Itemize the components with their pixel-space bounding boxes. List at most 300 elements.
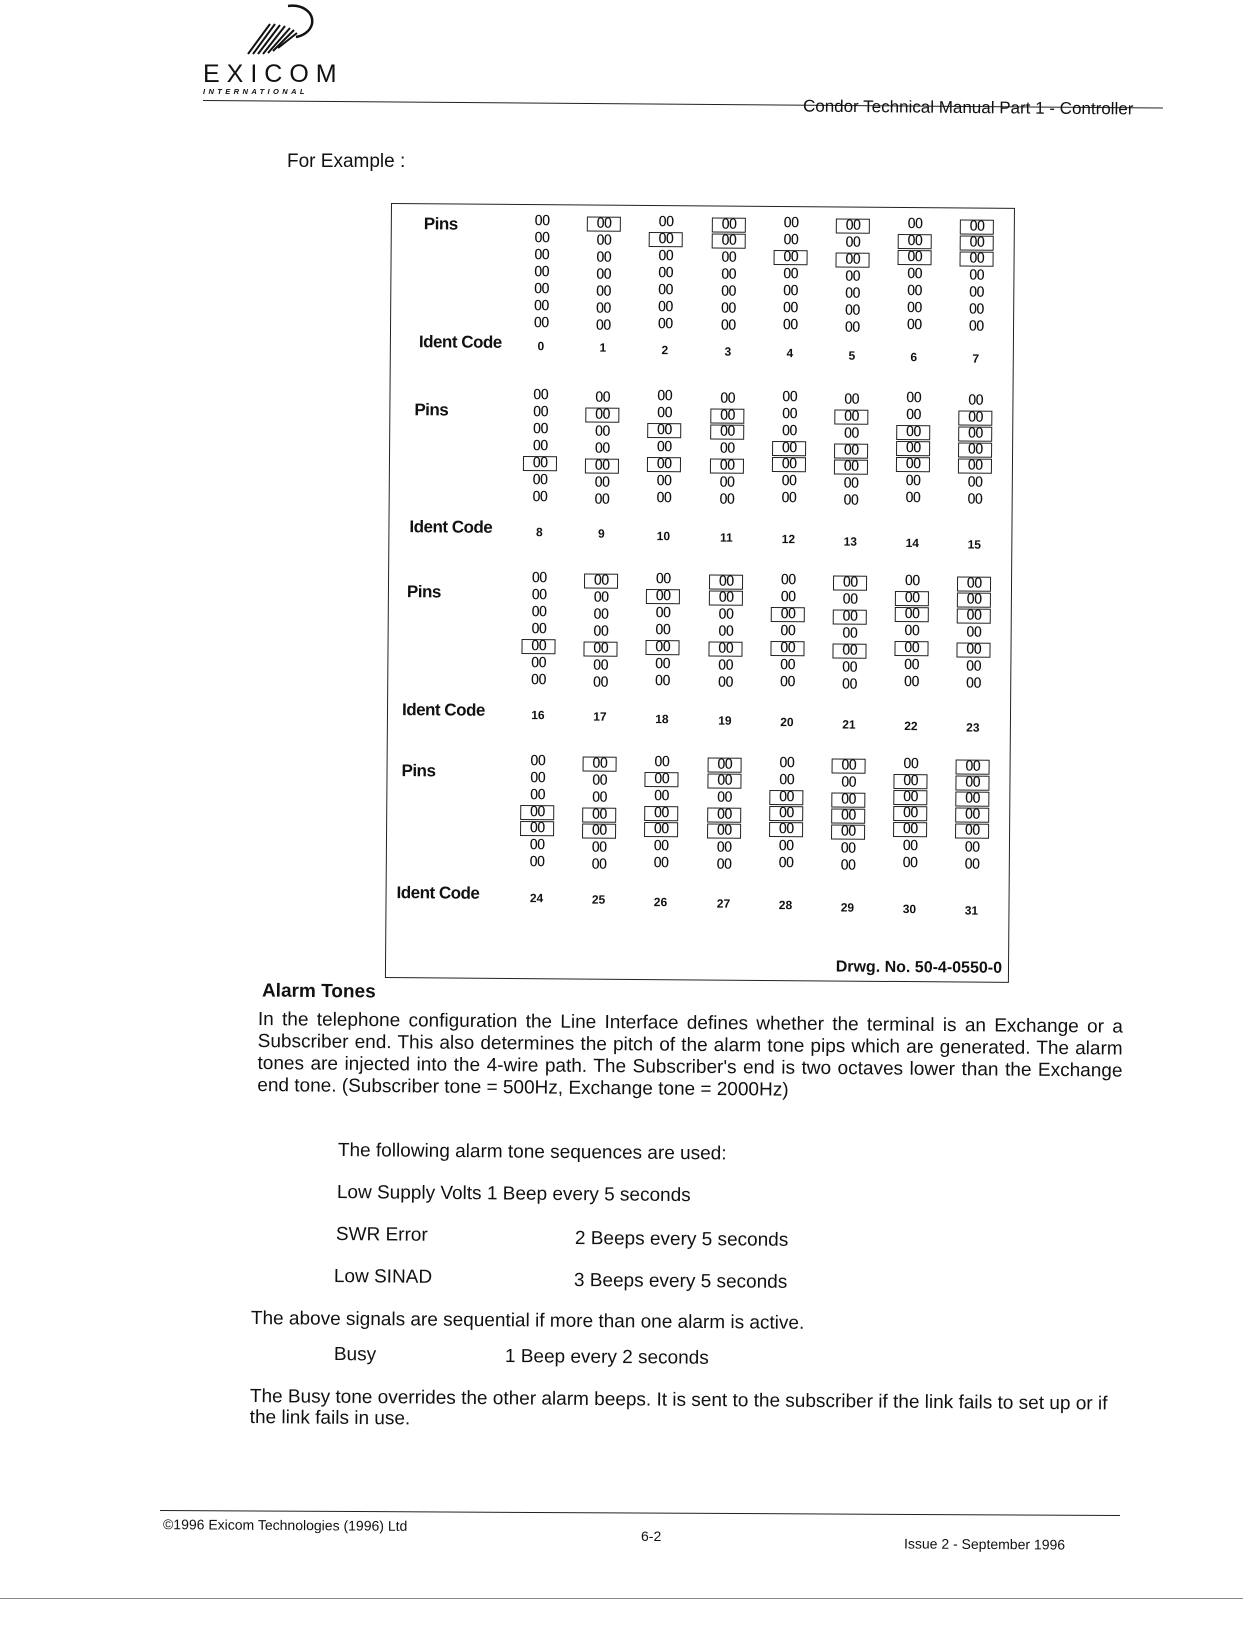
- pin-column: [896, 390, 931, 507]
- pin-open: OO: [595, 266, 611, 283]
- pin-linked: OO: [958, 442, 992, 457]
- pin-open: OO: [655, 605, 671, 622]
- ident-code-value: 9: [598, 526, 605, 541]
- ident-code-label: Ident Code: [401, 700, 485, 720]
- pin-open: OO: [532, 489, 548, 506]
- pin-linked: OO: [769, 822, 803, 837]
- pin-linked: OO: [582, 824, 616, 839]
- ident-code-value: 29: [840, 900, 855, 915]
- ident-code-value: 30: [902, 901, 917, 916]
- pin-open: OO: [530, 655, 546, 672]
- sequence-low-sinad-desc: 3 Beeps every 5 seconds: [573, 1270, 788, 1293]
- pin-open: OO: [529, 787, 545, 804]
- pin-open: OO: [596, 249, 612, 266]
- pin-open: OO: [533, 298, 549, 315]
- pin-open: OO: [595, 283, 611, 300]
- ident-code-value: 7: [972, 351, 980, 366]
- pin-open: OO: [654, 673, 670, 690]
- pin-open: OO: [595, 317, 611, 334]
- pin-linked: OO: [832, 758, 866, 773]
- pin-open: OO: [531, 587, 547, 604]
- footer-issue: Issue 2 - September 1996: [903, 1535, 1066, 1553]
- pin-open: OO: [967, 474, 983, 491]
- ident-code-drawing: [385, 203, 1015, 983]
- pin-column: [894, 573, 929, 691]
- pin-linked: OO: [712, 218, 746, 233]
- pin-linked: OO: [520, 805, 554, 820]
- pin-linked: OO: [893, 806, 927, 821]
- pin-column: [585, 390, 620, 509]
- ident-code-value: 22: [904, 718, 918, 733]
- ident-code-label: Ident Code: [396, 883, 480, 903]
- pin-open: OO: [966, 624, 982, 641]
- ident-code-value: 13: [843, 534, 858, 549]
- pin-open: OO: [904, 573, 920, 590]
- pin-linked: OO: [896, 425, 930, 440]
- pin-linked: OO: [523, 456, 557, 471]
- pin-linked: OO: [958, 458, 992, 473]
- pin-open: OO: [591, 839, 607, 856]
- pin-open: OO: [780, 589, 796, 606]
- pin-linked: OO: [710, 459, 744, 474]
- pin-linked: OO: [898, 234, 932, 249]
- example-label: For Example :: [287, 151, 406, 172]
- pin-open: OO: [529, 837, 545, 854]
- pin-linked: OO: [956, 642, 990, 657]
- pin-open: OO: [904, 623, 920, 640]
- footer-rule: [160, 1510, 1120, 1516]
- pin-open: OO: [532, 472, 548, 489]
- pin-open: OO: [532, 421, 548, 438]
- pin-open: OO: [531, 570, 547, 587]
- pin-open: OO: [840, 774, 856, 791]
- pin-open: OO: [965, 658, 981, 675]
- pin-open: OO: [533, 315, 549, 332]
- pin-open: OO: [844, 302, 860, 319]
- pins-label: Pins: [414, 400, 449, 420]
- pin-open: OO: [968, 301, 984, 318]
- pin-open: OO: [655, 622, 671, 639]
- pin-open: OO: [907, 216, 923, 233]
- pin-open: OO: [594, 474, 610, 491]
- pin-open: OO: [779, 657, 795, 674]
- ident-code-value: 23: [966, 720, 980, 735]
- pin-open: OO: [653, 838, 669, 855]
- ident-code-value: 5: [848, 348, 856, 363]
- exicom-logo-icon: [240, 2, 330, 60]
- pin-open: OO: [592, 674, 608, 691]
- pin-linked: OO: [644, 806, 678, 821]
- pin-open: OO: [905, 390, 921, 407]
- pin-open: OO: [718, 623, 734, 640]
- pin-column: [583, 573, 618, 692]
- pin-linked: OO: [957, 576, 991, 591]
- pin-open: OO: [905, 407, 921, 424]
- pin-linked: OO: [710, 425, 744, 440]
- pin-open: OO: [720, 300, 736, 317]
- pin-linked: OO: [582, 808, 616, 823]
- pin-linked: OO: [646, 589, 680, 604]
- pin-open: OO: [840, 857, 856, 874]
- pin-open: OO: [658, 248, 674, 265]
- pin-open: OO: [717, 657, 733, 674]
- pin-column: [523, 387, 558, 506]
- pin-linked: OO: [831, 792, 865, 807]
- pin-open: OO: [654, 754, 670, 771]
- pin-linked: OO: [647, 457, 681, 472]
- pin-open: OO: [719, 491, 735, 508]
- pin-linked: OO: [956, 759, 990, 774]
- sequence-low-sinad-name: Low SINAD: [333, 1266, 433, 1288]
- pin-open: OO: [529, 854, 545, 871]
- pin-column: [835, 217, 870, 336]
- pin-column: [524, 213, 559, 332]
- pin-linked: OO: [707, 808, 741, 823]
- pin-open: OO: [534, 213, 550, 230]
- pin-open: OO: [844, 268, 860, 285]
- pin-column: [834, 391, 869, 509]
- pin-open: OO: [782, 300, 798, 317]
- pin-linked: OO: [583, 642, 617, 657]
- pin-linked: OO: [645, 640, 679, 655]
- pin-open: OO: [968, 284, 984, 301]
- pin-open: OO: [780, 623, 796, 640]
- pin-open: OO: [530, 672, 546, 689]
- pin-open: OO: [531, 621, 547, 638]
- pin-open: OO: [656, 439, 672, 456]
- pin-column: [770, 572, 805, 691]
- pin-open: OO: [595, 300, 611, 317]
- pin-open: OO: [906, 317, 922, 334]
- pin-linked: OO: [584, 574, 618, 589]
- ident-code-value: 24: [529, 891, 544, 906]
- pin-linked: OO: [708, 758, 742, 773]
- pin-open: OO: [843, 475, 859, 492]
- sequence-low-supply-volts: Low Supply Volts 1 Beep every 5 seconds: [336, 1182, 691, 1207]
- busy-desc: 1 Beep every 2 seconds: [504, 1346, 709, 1369]
- pin-open: OO: [719, 390, 735, 407]
- pin-column: [521, 570, 556, 689]
- pin-open: OO: [968, 267, 984, 284]
- pin-open: OO: [658, 214, 674, 231]
- pin-open: OO: [530, 753, 546, 770]
- pin-column: [710, 391, 745, 509]
- page-title: Condor Technical Manual Part 1 - Controller: [802, 96, 1134, 119]
- pin-open: OO: [653, 855, 669, 872]
- pin-open: OO: [964, 839, 980, 856]
- pin-open: OO: [782, 283, 798, 300]
- pin-open: OO: [781, 490, 797, 507]
- pin-linked: OO: [836, 252, 870, 267]
- pin-open: OO: [532, 438, 548, 455]
- ident-code-value: 26: [653, 894, 668, 909]
- pin-linked: OO: [831, 808, 865, 823]
- pin-open: OO: [965, 675, 981, 692]
- pin-linked: OO: [772, 457, 806, 472]
- pin-linked: OO: [834, 443, 868, 458]
- ident-code-value: 1: [599, 340, 607, 355]
- pin-linked: OO: [583, 757, 617, 772]
- pin-open: OO: [532, 387, 548, 404]
- pin-open: OO: [716, 839, 732, 856]
- pin-open: OO: [657, 265, 673, 282]
- pin-open: OO: [843, 391, 859, 408]
- pin-open: OO: [594, 389, 610, 406]
- pin-column: [769, 755, 804, 872]
- pin-column: [893, 756, 928, 872]
- pin-open: OO: [596, 232, 612, 249]
- pin-open: OO: [718, 606, 734, 623]
- pin-open: OO: [906, 283, 922, 300]
- pin-column: [831, 757, 866, 874]
- pin-linked: OO: [774, 250, 808, 265]
- ident-code-value: 3: [724, 344, 732, 359]
- pin-open: OO: [903, 756, 919, 773]
- ident-code-value: 4: [786, 346, 794, 361]
- pin-column: [644, 754, 679, 872]
- footer-page-number: 6-2: [641, 1528, 662, 1544]
- pin-column: [648, 214, 683, 333]
- pin-column: [958, 392, 993, 508]
- pin-linked: OO: [769, 790, 803, 805]
- pin-linked: OO: [898, 250, 932, 265]
- ident-code-value: 0: [537, 339, 545, 354]
- pin-linked: OO: [585, 459, 619, 474]
- pin-column: [832, 574, 867, 693]
- pin-linked: OO: [893, 822, 927, 837]
- pin-linked: OO: [772, 441, 806, 456]
- pin-open: OO: [781, 473, 797, 490]
- pin-open: OO: [657, 299, 673, 316]
- pin-open: OO: [719, 440, 735, 457]
- pins-label: Pins: [423, 214, 458, 234]
- pin-column: [645, 571, 680, 690]
- sequential-note: The above signals are sequential if more than one alarm is active.: [250, 1308, 805, 1334]
- pin-open: OO: [531, 604, 547, 621]
- ident-code-value: 16: [531, 708, 545, 723]
- ident-code-value: 8: [536, 525, 543, 540]
- pin-column: [773, 215, 808, 334]
- pin-column: [647, 388, 682, 507]
- pin-open: OO: [720, 266, 736, 283]
- pin-linked: OO: [960, 235, 994, 250]
- pin-linked: OO: [896, 457, 930, 472]
- pin-linked: OO: [585, 408, 619, 423]
- pin-open: OO: [721, 249, 737, 266]
- pin-open: OO: [779, 674, 795, 691]
- busy-note: The Busy tone overrides the other alarm beeps. It is sent to the subscriber if the link fails to set up or if the link fails in use.: [249, 1386, 1108, 1430]
- pin-open: OO: [841, 659, 857, 676]
- pin-column: [582, 756, 617, 874]
- pin-open: OO: [967, 392, 983, 409]
- pin-open: OO: [845, 234, 861, 251]
- pin-open: OO: [781, 389, 797, 406]
- pin-open: OO: [967, 491, 983, 508]
- pin-linked: OO: [893, 790, 927, 805]
- pin-linked: OO: [770, 641, 804, 656]
- pin-open: OO: [780, 572, 796, 589]
- pin-open: OO: [783, 215, 799, 232]
- ident-code-value: 6: [910, 349, 918, 364]
- pin-linked: OO: [957, 608, 991, 623]
- alarm-tones-heading: Alarm Tones: [261, 980, 376, 1003]
- pin-open: OO: [843, 425, 859, 442]
- pin-linked: OO: [834, 409, 868, 424]
- pin-open: OO: [842, 591, 858, 608]
- pin-linked: OO: [960, 219, 994, 234]
- pin-linked: OO: [833, 609, 867, 624]
- pin-column: [711, 217, 746, 335]
- pin-open: OO: [593, 623, 609, 640]
- pin-column: [897, 216, 932, 334]
- brand-subtitle: INTERNATIONAL: [203, 87, 308, 96]
- pin-open: OO: [533, 281, 549, 298]
- alarm-tones-intro: In the telephone configuration the Line Interface defines whether the terminal is an Exchange or a Subscriber end. This also determines the pitch of the alarm tone pips which are generated. The alarm tones are injected into the 4-wire path. The Subscriber's end is two octaves lower than the Exchange end tone. (Subscriber tone = 500Hz, Exchange tone = 2000Hz): [257, 1009, 1123, 1101]
- ident-code-value: 27: [716, 896, 731, 911]
- pin-open: OO: [593, 589, 609, 606]
- ident-code-value: 12: [781, 532, 796, 547]
- pin-open: OO: [656, 388, 672, 405]
- scan-edge-rule: [0, 1598, 1243, 1599]
- ident-code-label: Ident Code: [418, 332, 502, 352]
- ident-code-label: Ident Code: [409, 517, 493, 537]
- pin-linked: OO: [832, 643, 866, 658]
- pin-linked: OO: [769, 806, 803, 821]
- ident-code-value: 10: [656, 528, 671, 543]
- pin-column: [955, 758, 990, 873]
- ident-code-value: 28: [778, 898, 793, 913]
- pin-open: OO: [534, 230, 550, 247]
- pin-linked: OO: [709, 575, 743, 590]
- pin-linked: OO: [894, 641, 928, 656]
- pin-open: OO: [591, 772, 607, 789]
- pin-open: OO: [529, 770, 545, 787]
- pin-open: OO: [593, 606, 609, 623]
- pin-open: OO: [844, 319, 860, 336]
- pin-open: OO: [657, 316, 673, 333]
- pin-open: OO: [842, 625, 858, 642]
- pin-column: [707, 757, 742, 874]
- pin-open: OO: [594, 423, 610, 440]
- pin-linked: OO: [895, 591, 929, 606]
- pins-label: Pins: [401, 761, 436, 781]
- pin-open: OO: [783, 232, 799, 249]
- pin-open: OO: [594, 440, 610, 457]
- pin-linked: OO: [895, 607, 929, 622]
- pin-open: OO: [968, 318, 984, 335]
- pin-linked: OO: [957, 592, 991, 607]
- pin-linked: OO: [587, 217, 621, 232]
- ident-code-value: 14: [905, 535, 920, 550]
- pin-open: OO: [656, 405, 672, 422]
- pin-linked: OO: [521, 639, 555, 654]
- pin-open: OO: [841, 676, 857, 693]
- pin-linked: OO: [834, 459, 868, 474]
- pin-linked: OO: [955, 823, 989, 838]
- pin-open: OO: [591, 789, 607, 806]
- pin-linked: OO: [647, 423, 681, 438]
- pin-open: OO: [534, 247, 550, 264]
- pin-linked: OO: [771, 607, 805, 622]
- pin-open: OO: [902, 855, 918, 872]
- pin-linked: OO: [958, 426, 992, 441]
- pin-linked: OO: [896, 441, 930, 456]
- pin-open: OO: [844, 285, 860, 302]
- pin-open: OO: [717, 674, 733, 691]
- pin-open: OO: [781, 406, 797, 423]
- pin-linked: OO: [520, 821, 554, 836]
- pin-open: OO: [594, 491, 610, 508]
- ident-code-value: 21: [842, 717, 856, 732]
- pin-open: OO: [902, 838, 918, 855]
- pin-open: OO: [903, 657, 919, 674]
- pin-linked: OO: [831, 824, 865, 839]
- pin-open: OO: [592, 657, 608, 674]
- busy-name: Busy: [333, 1344, 377, 1366]
- sequence-swr-error-name: SWR Error: [335, 1224, 428, 1246]
- pin-open: OO: [657, 282, 673, 299]
- pin-linked: OO: [644, 822, 678, 837]
- pin-linked: OO: [893, 774, 927, 789]
- pin-open: OO: [778, 855, 794, 872]
- pin-open: OO: [905, 490, 921, 507]
- pin-open: OO: [716, 856, 732, 873]
- brand-name: EXICOM: [203, 60, 344, 88]
- pin-open: OO: [719, 474, 735, 491]
- pin-open: OO: [720, 283, 736, 300]
- ident-code-value: 2: [661, 342, 669, 357]
- pin-linked: OO: [709, 591, 743, 606]
- pin-column: [772, 389, 807, 507]
- pin-linked: OO: [707, 824, 741, 839]
- pin-linked: OO: [955, 775, 989, 790]
- pin-linked: OO: [649, 232, 683, 247]
- pin-open: OO: [781, 423, 797, 440]
- ident-code-value: 19: [718, 713, 732, 728]
- pin-column: [520, 753, 555, 871]
- pin-open: OO: [720, 317, 736, 334]
- ident-code-value: 20: [780, 715, 794, 730]
- pin-open: OO: [903, 674, 919, 691]
- ident-code-value: 17: [593, 709, 607, 725]
- pin-open: OO: [533, 264, 549, 281]
- pin-open: OO: [782, 266, 798, 283]
- pin-column: [959, 218, 994, 335]
- sequence-swr-error-desc: 2 Beeps every 5 seconds: [574, 1228, 789, 1251]
- pin-open: OO: [654, 656, 670, 673]
- pin-linked: OO: [955, 791, 989, 806]
- pin-open: OO: [655, 571, 671, 588]
- pin-linked: OO: [708, 642, 742, 657]
- pin-column: [586, 216, 621, 335]
- footer-copyright: ©1996 Exicom Technologies (1996) Ltd: [162, 1516, 408, 1534]
- pin-open: OO: [716, 789, 732, 806]
- pin-open: OO: [778, 838, 794, 855]
- ident-code-value: 11: [719, 530, 733, 545]
- pin-open: OO: [653, 788, 669, 805]
- pin-open: OO: [656, 490, 672, 507]
- pin-linked: OO: [712, 234, 746, 249]
- pin-open: OO: [532, 404, 548, 421]
- pin-column: [708, 574, 743, 692]
- ident-code-value: 25: [591, 892, 606, 908]
- pin-linked: OO: [958, 410, 992, 425]
- drawing-number: Drwg. No. 50-4-0550-0: [835, 958, 1003, 977]
- pins-label: Pins: [406, 582, 441, 602]
- pin-linked: OO: [836, 218, 870, 233]
- pin-column: [956, 575, 991, 692]
- ident-code-value: 18: [655, 711, 669, 726]
